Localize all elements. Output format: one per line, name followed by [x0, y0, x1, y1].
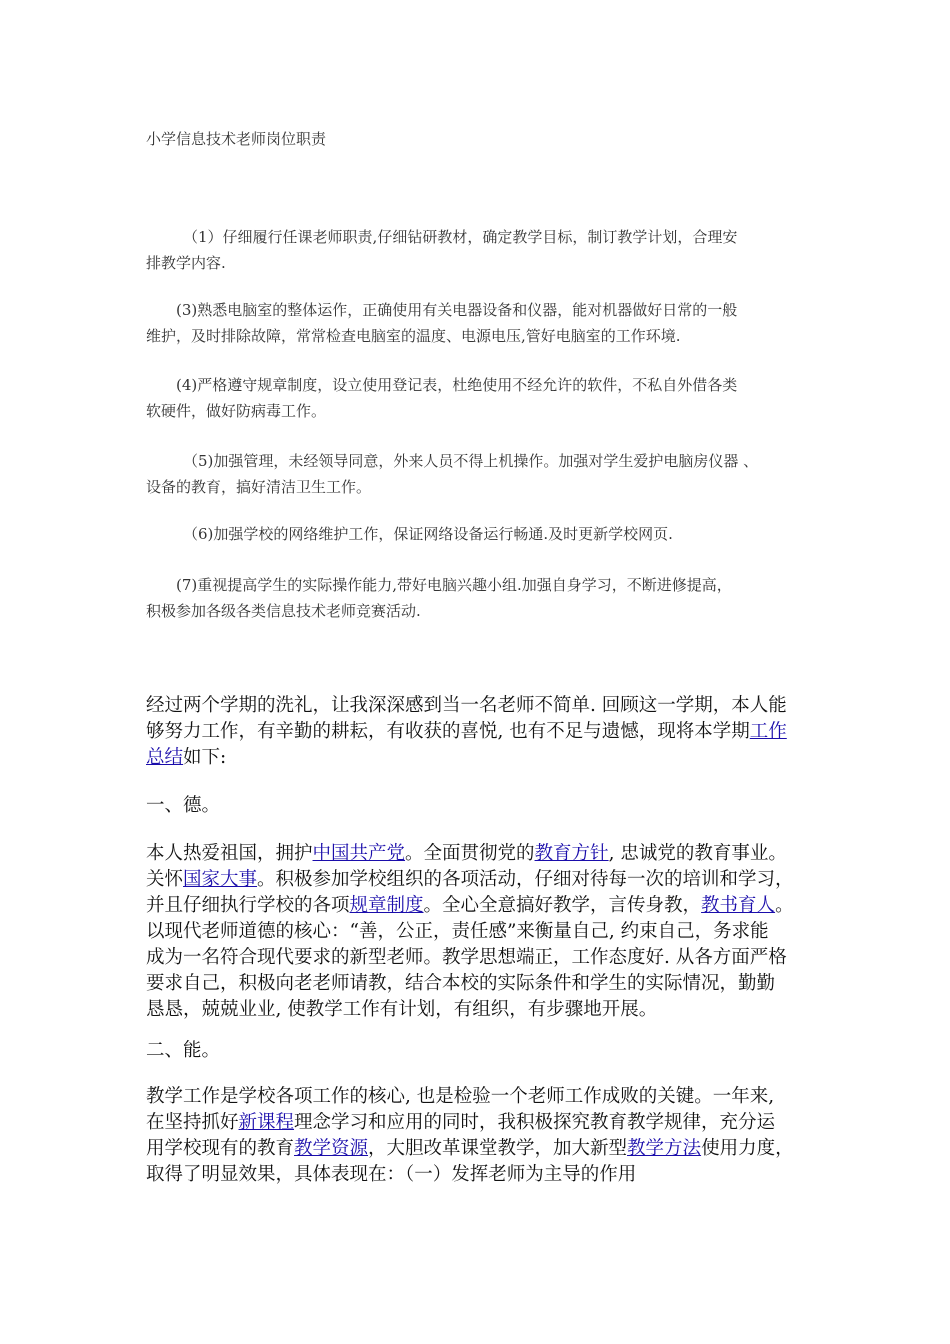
section1-line: [146, 893, 816, 919]
duty-paragraph-7: [146, 572, 816, 624]
section2-line: 取得了明显效果，具体表现在：（一）发挥老师为主导的作用: [146, 1164, 637, 1185]
document-title: 小学信息技术老师岗位职责: [146, 130, 327, 148]
link-teaching-educating[interactable]: 教书育人: [701, 895, 776, 916]
link-education-policy[interactable]: 教育方针: [534, 843, 609, 864]
link-rules[interactable]: 规章制度: [349, 895, 424, 916]
text-span: 使用力度，: [701, 1138, 794, 1159]
text-span: 本人热爱祖国，拥护: [146, 843, 313, 864]
section1-line: 要求自己，积极向老老师请教，结合本校的实际条件和学生的实际情况，勤勤: [146, 973, 776, 994]
section2-paragraph: [146, 1084, 816, 1188]
link-work[interactable]: 工作: [749, 721, 787, 742]
section1-line: 成为一名符合现代要求的新型老师。教学思想端正，工作态度好. 从各方面严格: [146, 947, 787, 968]
link-summary[interactable]: 总结: [146, 747, 184, 768]
text-span: 关怀: [146, 869, 184, 890]
text-span: 。积极参加学校组织的各项活动，仔细对待每一次的培训和学习，: [257, 869, 794, 890]
duty-paragraph-6: [146, 521, 816, 547]
text-span: 在坚持抓好: [146, 1112, 239, 1133]
link-national-affairs[interactable]: 国家大事: [183, 869, 258, 890]
section2-line: 教学工作是学校各项工作的核心, 也是检验一个老师工作成败的关键。一年来,: [146, 1086, 775, 1107]
link-teaching-resources[interactable]: 教学资源: [294, 1138, 369, 1159]
intro-line: [146, 745, 816, 771]
intro-line: [146, 719, 816, 745]
section2-line: [146, 1110, 816, 1136]
text-span: 。全心全意搞好教学，言传身教，: [423, 895, 702, 916]
text-span: 。: [775, 895, 794, 916]
duty-line: (7)重视提高学生的实际操作能力,带好电脑兴趣小组.加强自身学习，不断进修提高，: [176, 576, 732, 594]
link-new-curriculum[interactable]: 新课程: [238, 1112, 295, 1133]
section1-line: [146, 841, 816, 867]
link-ccp[interactable]: 中国共产党: [312, 843, 406, 864]
duty-line: 设备的教育，搞好清洁卫生工作。: [146, 478, 372, 496]
intro-paragraph: [146, 693, 816, 771]
text-span: ，大胆改革课堂教学，加大新型: [368, 1138, 628, 1159]
duty-line: （5)加强管理，未经领导同意，外来人员不得上机操作。加强对学生爱护电脑房仪器 、: [183, 452, 759, 470]
duty-line: (3)熟悉电脑室的整体运作，正确使用有关电器设备和仪器，能对机器做好日常的一般: [176, 301, 738, 319]
section-heading-ability: [146, 1038, 816, 1064]
intro-line: 经过两个学期的洗礼，让我深深感到当一名老师不简单. 回顾这一学期，本人能: [146, 695, 787, 716]
heading-text: 二、能。: [146, 1040, 221, 1061]
text-span: 。全面贯彻党的: [405, 843, 535, 864]
section-heading-morality: [146, 793, 816, 819]
section1-line: [146, 867, 816, 893]
duty-line: (4)严格遵守规章制度，设立使用登记表，杜绝使用不经允许的软件，不私自外借各类: [176, 376, 738, 394]
link-teaching-methods[interactable]: 教学方法: [627, 1138, 702, 1159]
heading-text: 一、德。: [146, 795, 221, 816]
text-span: 如下:: [183, 747, 227, 768]
section2-line: [146, 1136, 816, 1162]
duty-line: 排教学内容.: [146, 254, 226, 272]
text-span: 用学校现有的教育: [146, 1138, 295, 1159]
duty-paragraph-4: [146, 372, 816, 424]
duty-line: 维护，及时排除故障，常常检查电脑室的温度、电源电压,管好电脑室的工作环境.: [146, 327, 681, 345]
text-span: 够努力工作，有辛勤的耕耘，有收获的喜悦, 也有不足与遗憾，现将本学期: [146, 721, 750, 742]
text-span: , 忠诚党的教育事业。: [608, 843, 787, 864]
duty-line: 积极参加各级各类信息技术老师竞赛活动.: [146, 602, 421, 620]
section1-line: 恳恳，兢兢业业, 使教学工作有计划，有组织，有步骤地开展。: [146, 999, 658, 1020]
text-span: 并且仔细执行学校的各项: [146, 895, 350, 916]
duty-line: 软硬件，做好防病毒工作。: [146, 402, 327, 420]
duty-paragraph-1: [146, 224, 816, 276]
duty-paragraph-3: [146, 297, 816, 349]
section1-line: 以现代老师道德的核心：“善，公正，责任感”来衡量自己, 约束自己，务求能: [146, 921, 769, 942]
section1-paragraph: [146, 841, 816, 1023]
duty-paragraph-5: [146, 448, 816, 500]
duty-line: （6)加强学校的网络维护工作，保证网络设备运行畅通.及时更新学校网页.: [183, 525, 673, 543]
duty-line: （1）仔细履行任课老师职责,仔细钻研教材，确定教学目标，制订教学计划，合理安: [183, 228, 738, 246]
text-span: 理念学习和应用的同时，我积极探究教育教学规律，充分运: [294, 1112, 776, 1133]
